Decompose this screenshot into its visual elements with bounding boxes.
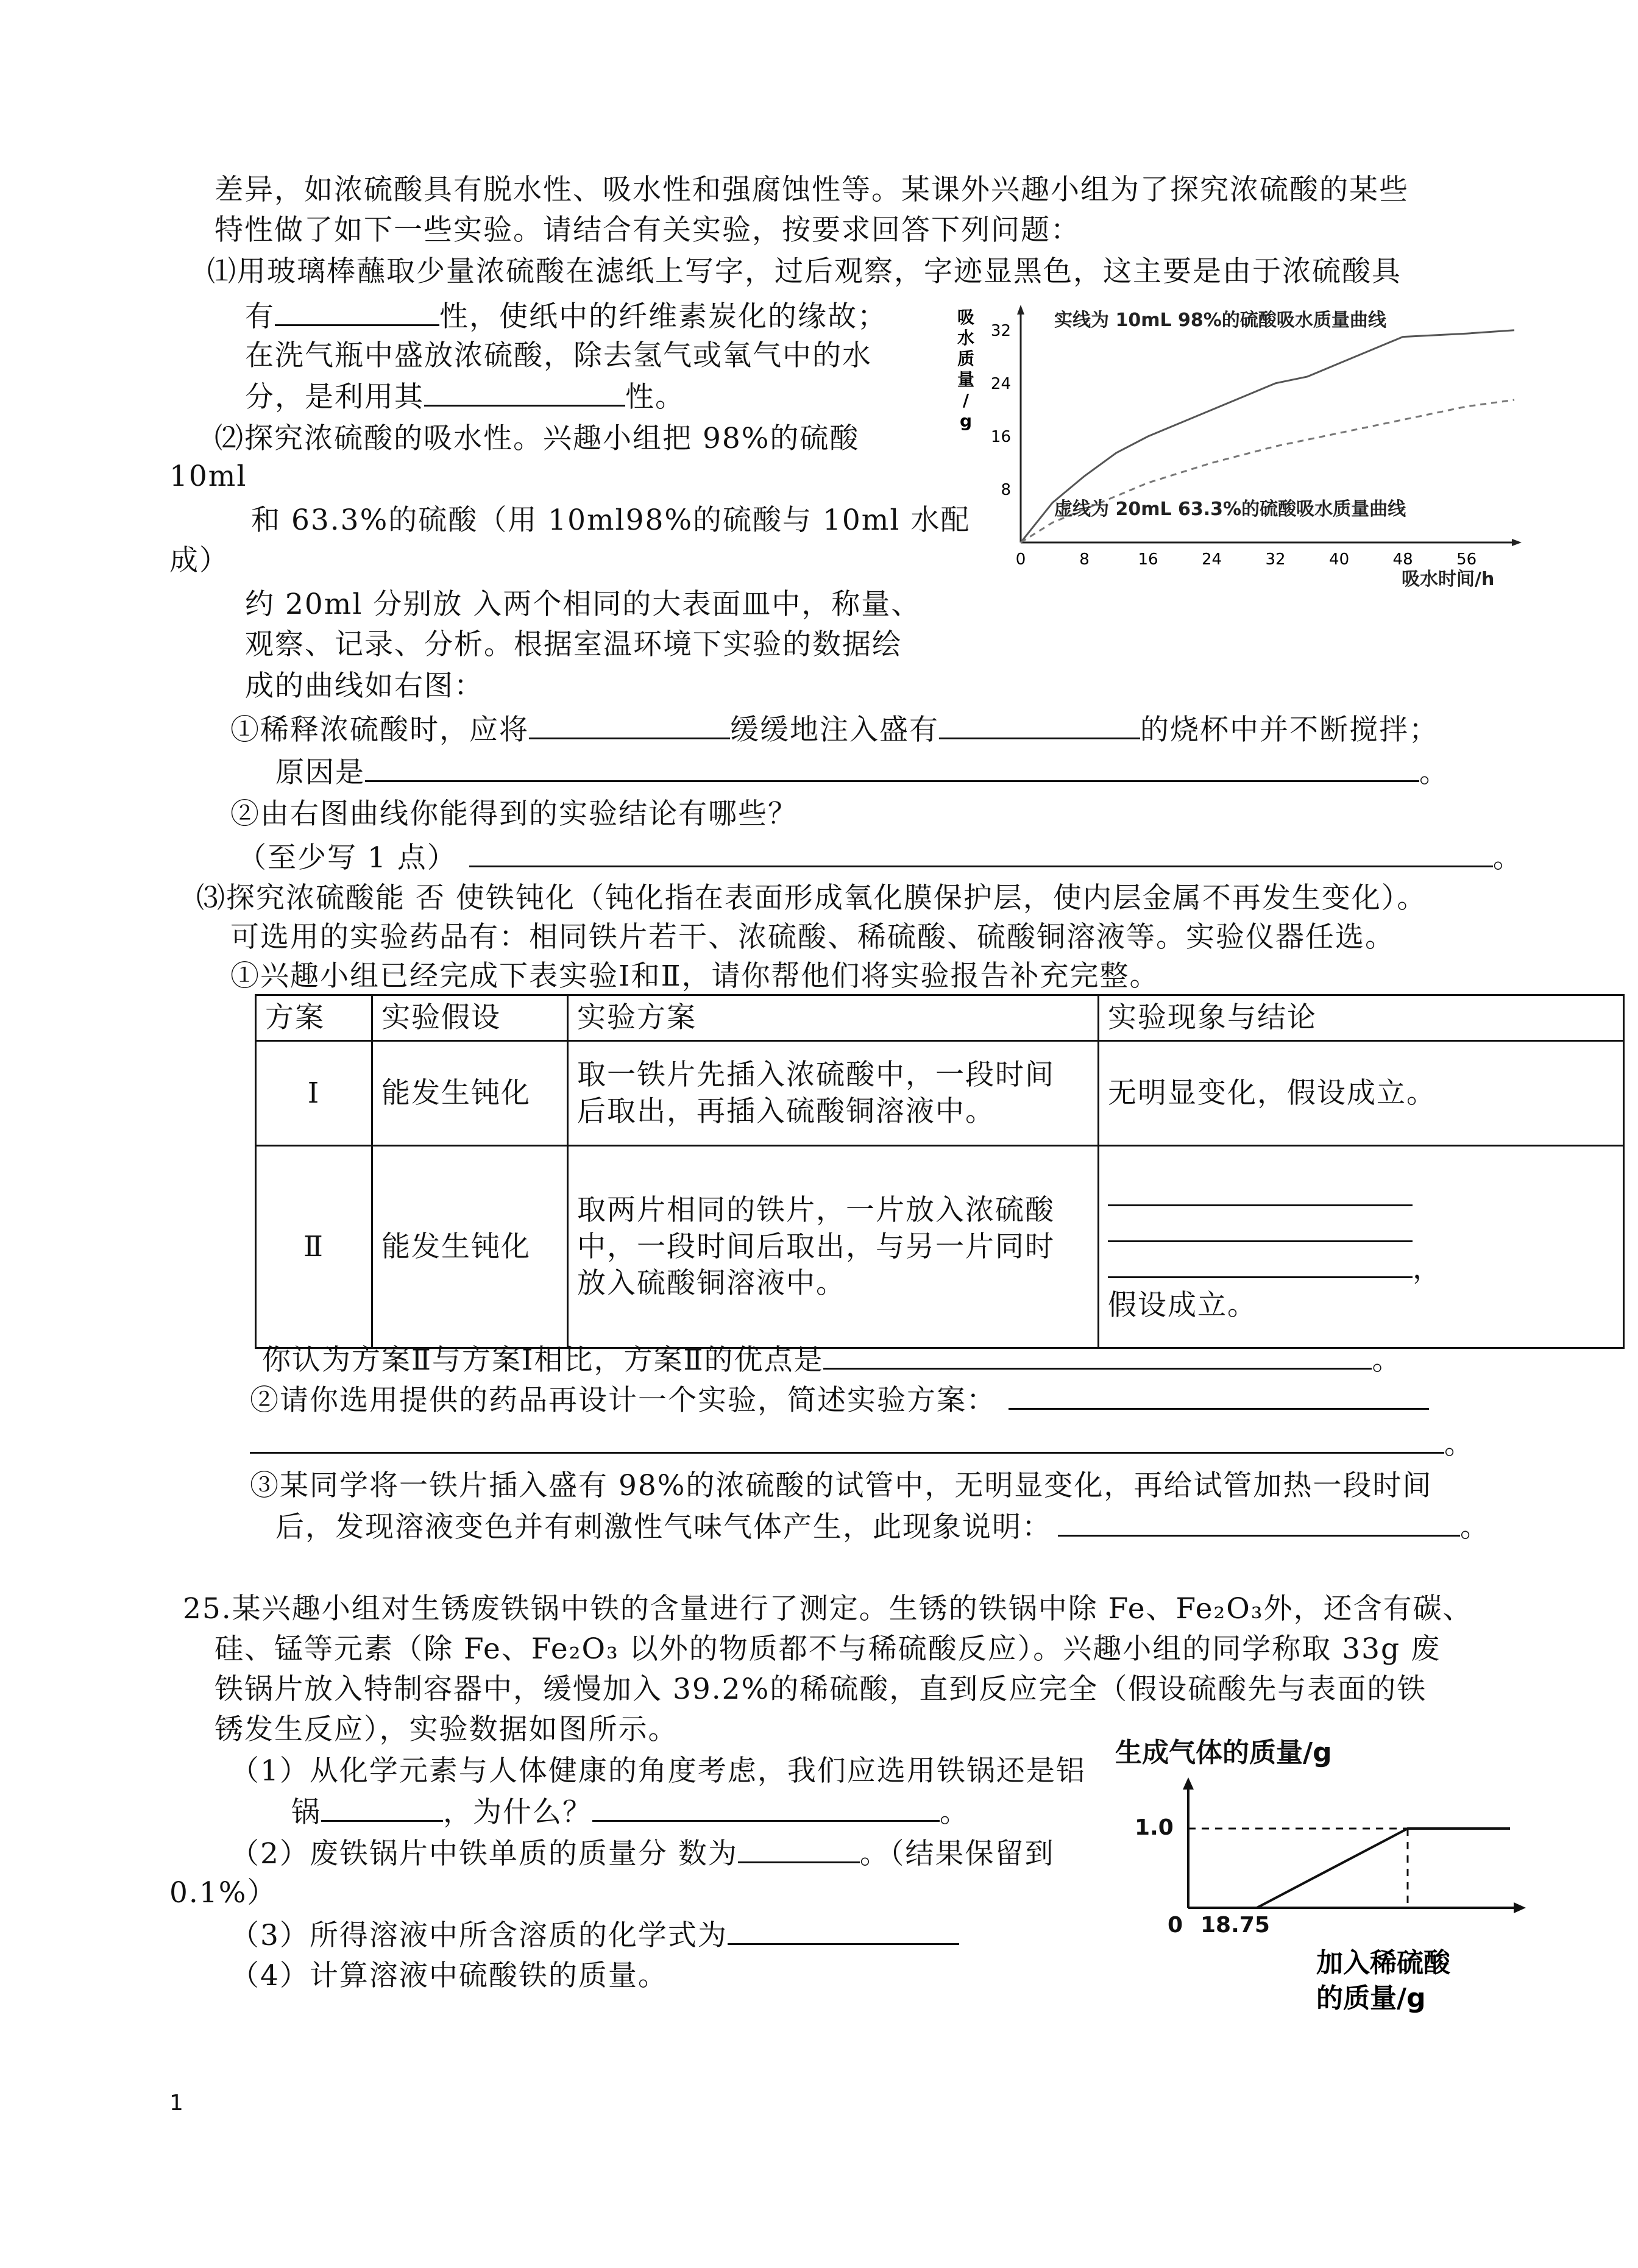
q3-line-c: ①兴趣小组已经完成下表实验Ⅰ和Ⅱ，请你帮他们将实验报告补充完整。 <box>230 959 1160 993</box>
q25-1-line-a: （1）从化学元素与人体健康的角度考虑，我们应选用铁锅还是铝 <box>230 1754 1086 1788</box>
q2-1-text-e: 。 <box>1419 756 1449 789</box>
q2-2-text-c: 。 <box>1492 841 1523 875</box>
absorption-legend-solid: 实线为 10mL 98%的硫酸吸水质量曲线 <box>1054 310 1386 331</box>
q1-text-b2: 性，使纸中的纤维素炭化的缘故； <box>439 300 887 333</box>
q25-3-line-a <box>230 1916 959 1954</box>
answer-blank-design-1[interactable] <box>1009 1381 1429 1410</box>
gas-xtick-label: 18.75 <box>1200 1913 1270 1938</box>
absorption-ylabel-char: g <box>959 411 973 431</box>
table-cell-result <box>1099 1146 1624 1348</box>
q25-1-line-b <box>291 1793 970 1831</box>
q2-2-line-b <box>238 839 1523 876</box>
q1-text-d1: 分，是利用其 <box>245 380 424 414</box>
result-comma: ， <box>1413 1251 1442 1285</box>
absorption-ylabel <box>957 307 974 431</box>
table-cell-plan: Ⅱ <box>256 1146 372 1348</box>
gas-chart <box>1115 1731 1542 2017</box>
q1-line-c: 在洗气瓶中盛放浓硫酸，除去氢气或氧气中的水 <box>245 339 872 372</box>
method-line: 取两片相同的铁片，一片放入浓硫酸 <box>577 1193 1055 1227</box>
q3-3-text-b: 后，发现溶液变色并有刺激性气味气体产生，此现象说明： <box>275 1510 1052 1544</box>
intro-line-1: 差异，如浓硫酸具有脱水性、吸水性和强腐蚀性等。某课外兴趣小组为了探究浓硫酸的某些 <box>214 173 1409 207</box>
q3-3-text-c: 。 <box>1460 1510 1490 1544</box>
q2-1-text-b: 缓缓地注入盛有 <box>730 713 939 747</box>
answer-blank-phenomenon-2[interactable] <box>1108 1206 1413 1242</box>
q25-2-line-c: 0.1%） <box>169 1876 277 1910</box>
absorption-chart <box>948 299 1526 603</box>
q1-line-d <box>245 378 685 416</box>
gas-chart-xlabel <box>1316 1947 1451 2014</box>
absorption-legend-dashed: 虚线为 20mL 63.3%的硫酸吸水质量曲线 <box>1054 499 1406 520</box>
q3-text-d1: 你认为方案Ⅱ与方案Ⅰ相比，方案Ⅱ的优点是 <box>262 1343 824 1377</box>
gas-origin-label: 0 <box>1168 1913 1183 1938</box>
answer-blank-formula[interactable] <box>728 1916 959 1945</box>
q2-2-text-b: （至少写 1 点） <box>238 841 457 875</box>
q2-line-c: 和 63.3%的硫酸（用 10ml98%的硫酸与 10ml 水配 <box>251 503 971 537</box>
absorption-xtick-label: 40 <box>1329 550 1350 569</box>
table-row <box>256 1041 1624 1146</box>
q2-line-e: 约 20ml 分别放 入两个相同的大表面皿中，称量、 <box>245 588 921 621</box>
q25-line-a: 25.某兴趣小组对生锈废铁锅中铁的含量进行了测定。生锈的铁锅中除 Fe、Fe₂O₃外，还含有碳、 <box>183 1592 1473 1626</box>
absorption-ytick-label: 24 <box>990 374 1011 393</box>
table-row <box>256 1146 1624 1348</box>
q25-1-text-c: ，为什么？ <box>443 1796 592 1829</box>
experiment-table <box>255 994 1625 1349</box>
table-header-row <box>256 995 1624 1041</box>
method-line: 取一铁片先插入浓硫酸中，一段时间 <box>577 1058 1055 1092</box>
gas-xlabel-line: 的质量/g <box>1316 1983 1426 2014</box>
q3-2-line-b <box>250 1425 1474 1463</box>
table-cell-result: 无明显变化，假设成立。 <box>1099 1041 1624 1146</box>
intro-line-2: 特性做了如下一些实验。请结合有关实验，按要求回答下列问题： <box>214 213 1080 247</box>
table-header-hypothesis: 实验假设 <box>372 995 568 1041</box>
q25-line-b: 硅、锰等元素（除 Fe、Fe₂O₃ 以外的物质都不与稀硫酸反应）。兴趣小组的同学称取 33g 废 <box>214 1632 1441 1666</box>
absorption-xtick-label: 16 <box>1138 550 1158 569</box>
table-header-plan: 方案 <box>256 995 372 1041</box>
answer-blank-phenomenon-3[interactable] <box>1108 1242 1413 1278</box>
q2-line-a: ⑵探究浓硫酸的吸水性。兴趣小组把 98%的硫酸 <box>214 422 860 455</box>
q3-line-d <box>262 1341 1402 1379</box>
q1-text-d2: 性。 <box>625 380 685 414</box>
q25-2-text-b: 。（结果保留到 <box>859 1837 1055 1871</box>
gas-chart-ylabel: 生成气体的质量/g <box>1115 1737 1332 1768</box>
answer-blank-advantage[interactable] <box>823 1341 1372 1370</box>
q2-line-g: 成的曲线如右图： <box>245 669 484 703</box>
table-cell-method <box>568 1146 1099 1348</box>
table-cell-plan: Ⅰ <box>256 1041 372 1146</box>
q25-4-line-a: （4）计算溶液中硫酸铁的质量。 <box>230 1959 668 1992</box>
absorption-ylabel-char: 吸 <box>957 307 975 327</box>
result-conclusion: 假设成立。 <box>1108 1288 1257 1322</box>
table-header-result: 实验现象与结论 <box>1099 995 1624 1041</box>
gas-series <box>1188 1829 1510 1908</box>
answer-blank-pour[interactable] <box>529 711 730 739</box>
absorption-ytick-label: 8 <box>1001 480 1011 499</box>
table-header-method: 实验方案 <box>568 995 1099 1041</box>
absorption-xlabel: 吸水时间/h <box>1402 569 1495 590</box>
method-line: 放入硫酸铜溶液中。 <box>577 1266 846 1300</box>
q1-text-b1: 有 <box>245 300 275 333</box>
table-cell-hypothesis: 能发生钝化 <box>372 1041 568 1146</box>
answer-blank-pot-reason[interactable] <box>592 1793 940 1822</box>
absorption-ytick-label: 32 <box>990 321 1011 340</box>
method-line: 中，一段时间后取出，与另一片同时 <box>577 1229 1055 1264</box>
q2-1-line-d <box>275 753 1449 791</box>
q25-2-text-a: （2）废铁锅片中铁单质的质量分 数为 <box>230 1837 738 1871</box>
table-cell-hypothesis: 能发生钝化 <box>372 1146 568 1348</box>
q3-text-d2: 。 <box>1372 1343 1402 1377</box>
q1-line-b <box>245 297 887 335</box>
answer-blank-conclusion[interactable] <box>469 839 1493 867</box>
q1-line-a: ⑴用玻璃棒蘸取少量浓硫酸在滤纸上写字，过后观察，字迹显黑色，这主要是由于浓硫酸具 <box>207 255 1402 288</box>
q3-3-line-b <box>275 1508 1490 1546</box>
gas-ytick-label: 1.0 <box>1135 1815 1174 1840</box>
q2-1-text-a: ①稀释浓硫酸时，应将 <box>230 713 529 747</box>
q2-line-b: 10ml <box>169 460 247 493</box>
absorption-xtick-label: 24 <box>1202 550 1222 569</box>
q3-2-line-a <box>250 1381 1429 1419</box>
q25-1-text-b: 锅 <box>291 1796 321 1829</box>
q25-1-text-d: 。 <box>940 1796 970 1829</box>
q25-2-line-a <box>230 1835 1054 1872</box>
q25-line-d: 锈发生反应），实验数据如图所示。 <box>214 1713 678 1746</box>
answer-blank-design-2[interactable] <box>250 1425 1444 1454</box>
absorption-ylabel-char: / <box>962 390 970 410</box>
method-line: 后取出，再插入硫酸铜溶液中。 <box>577 1094 995 1128</box>
q3-3-line-a: ③某同学将一铁片插入盛有 98%的浓硫酸的试管中，无明显变化，再给试管加热一段时间 <box>250 1469 1433 1502</box>
q2-line-d: 成） <box>169 544 229 577</box>
answer-blank-phenomenon-1[interactable] <box>1108 1170 1413 1206</box>
absorption-ylabel-char: 量 <box>957 369 975 389</box>
absorption-xtick-label: 56 <box>1456 550 1477 569</box>
absorption-series-63 <box>1021 400 1514 542</box>
absorption-ylabel-char: 水 <box>957 328 975 348</box>
q2-line-f: 观察、记录、分析。根据室温环境下实验的数据绘 <box>245 628 902 661</box>
absorption-ylabel-char: 质 <box>957 349 975 369</box>
absorption-xtick-label: 48 <box>1392 550 1413 569</box>
table-cell-method <box>568 1041 1099 1146</box>
answer-blank-dehydration[interactable] <box>275 297 439 326</box>
q2-1-line-a <box>230 711 1439 748</box>
q25-3-text-a: （3）所得溶液中所含溶质的化学式为 <box>230 1919 728 1952</box>
q3-2-text-a: ②请你选用提供的药品再设计一个实验，简述实验方案： <box>250 1384 996 1417</box>
q2-1-text-d: 原因是 <box>275 756 365 789</box>
q25-line-c: 铁锅片放入特制容器中，缓慢加入 39.2%的稀硫酸，直到反应完全（假设硫酸先与表面的铁 <box>214 1673 1427 1706</box>
answer-blank-iron-fraction[interactable] <box>738 1835 860 1863</box>
q3-line-a: ⑶探究浓硫酸能 否 使铁钝化（钝化指在表面形成氧化膜保护层，使内层金属不再发生变化）。 <box>196 881 1427 915</box>
answer-blank-absorbent[interactable] <box>424 378 625 407</box>
absorption-ytick-label: 16 <box>990 427 1011 446</box>
q2-2-line-a: ②由右图曲线你能得到的实验结论有哪些？ <box>230 797 798 831</box>
gas-xlabel-line: 加入稀硫酸 <box>1316 1947 1450 1978</box>
absorption-xtick-label: 0 <box>1015 550 1026 569</box>
answer-blank-beaker[interactable] <box>939 711 1140 739</box>
page-number: 1 <box>169 2091 183 2116</box>
answer-blank-pot-choice[interactable] <box>321 1793 443 1822</box>
q3-2-text-b: 。 <box>1444 1427 1474 1461</box>
q2-1-text-c: 的烧杯中并不断搅拌； <box>1140 713 1439 747</box>
answer-blank-reason[interactable] <box>365 753 1419 782</box>
absorption-xtick-label: 32 <box>1265 550 1286 569</box>
q3-line-b: 可选用的实验药品有：相同铁片若干、浓硫酸、稀硫酸、硫酸铜溶液等。实验仪器任选。 <box>230 920 1395 954</box>
absorption-xtick-label: 8 <box>1079 550 1090 569</box>
answer-blank-explain[interactable] <box>1058 1508 1460 1537</box>
